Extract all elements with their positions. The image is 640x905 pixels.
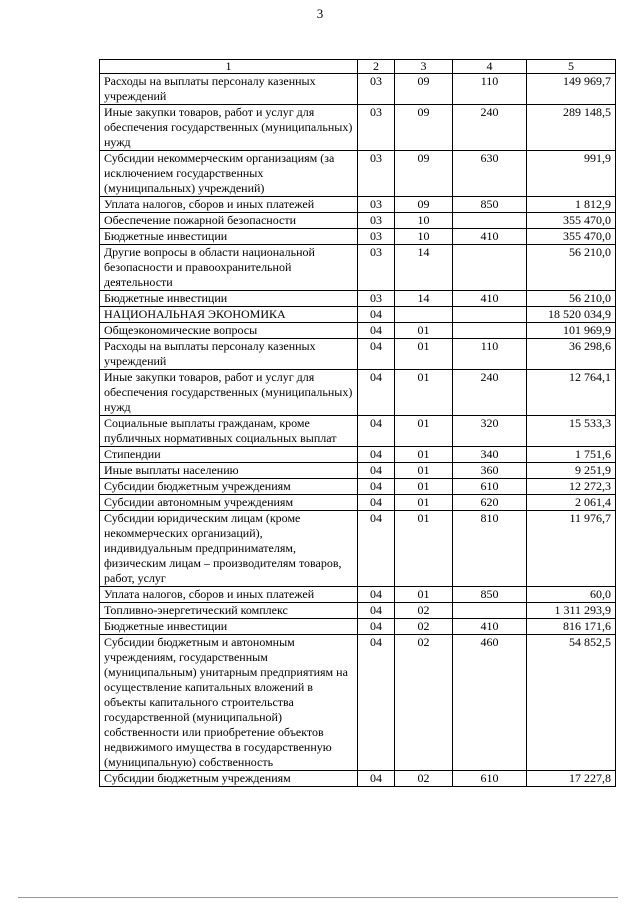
row-section: 04 (358, 463, 395, 479)
column-header-4: 4 (453, 60, 527, 74)
column-header-5: 5 (527, 60, 616, 74)
table-row (100, 479, 616, 495)
row-subsection: 02 (395, 619, 453, 635)
row-subsection: 09 (395, 151, 453, 197)
row-name: Субсидии юридическим лицам (кроме некоммерческих организаций), индивидуальным предпринимателям, физическим лицам – производителям товаров, работ, услуг (100, 511, 358, 587)
table-row (100, 197, 616, 213)
row-amount: 991,9 (527, 151, 616, 197)
row-amount: 12 764,1 (527, 370, 616, 416)
row-name: Субсидии бюджетным и автономным учреждениям, государственным (муниципальным) унитарным предприятиям на осуществление капитальных вложений в объекты капитального строительства государственной (муниципальной) собственности или приобретение объектов недвижимого имущества в государственную (муниципальную) собственность (100, 635, 358, 771)
row-subsection: 10 (395, 229, 453, 245)
table-row (100, 105, 616, 151)
row-section: 03 (358, 105, 395, 151)
table-row (100, 339, 616, 370)
row-amount: 15 533,3 (527, 416, 616, 447)
row-amount: 1 311 293,9 (527, 603, 616, 619)
row-section: 03 (358, 151, 395, 197)
table-row (100, 771, 616, 787)
row-section: 04 (358, 587, 395, 603)
row-section: 04 (358, 635, 395, 771)
row-section: 04 (358, 771, 395, 787)
row-name: Обеспечение пожарной безопасности (100, 213, 358, 229)
row-amount: 2 061,4 (527, 495, 616, 511)
row-section: 04 (358, 416, 395, 447)
table-row (100, 619, 616, 635)
row-section: 04 (358, 511, 395, 587)
row-amount: 101 969,9 (527, 323, 616, 339)
row-expense-type: 240 (453, 105, 527, 151)
row-expense-type: 410 (453, 229, 527, 245)
row-subsection: 01 (395, 587, 453, 603)
table-row (100, 323, 616, 339)
table-row (100, 370, 616, 416)
column-header-2: 2 (358, 60, 395, 74)
row-subsection: 09 (395, 197, 453, 213)
row-section: 03 (358, 291, 395, 307)
row-amount: 1 812,9 (527, 197, 616, 213)
column-header-1: 1 (100, 60, 358, 74)
row-name: Субсидии автономным учреждениям (100, 495, 358, 511)
table-header (100, 60, 616, 74)
row-name: Субсидии бюджетным учреждениям (100, 479, 358, 495)
table-body (100, 74, 616, 787)
row-name: Другие вопросы в области национальной безопасности и правоохранительной деятельности (100, 245, 358, 291)
row-expense-type: 110 (453, 339, 527, 370)
row-expense-type: 850 (453, 587, 527, 603)
row-expense-type: 360 (453, 463, 527, 479)
row-name: Уплата налогов, сборов и иных платежей (100, 587, 358, 603)
table-row (100, 511, 616, 587)
row-subsection: 01 (395, 511, 453, 587)
row-name: Субсидии бюджетным учреждениям (100, 771, 358, 787)
row-name: Иные закупки товаров, работ и услуг для обеспечения государственных (муниципальных) нужд (100, 105, 358, 151)
row-subsection: 01 (395, 323, 453, 339)
row-subsection: 01 (395, 339, 453, 370)
row-amount: 56 210,0 (527, 291, 616, 307)
row-expense-type: 410 (453, 291, 527, 307)
table-row (100, 74, 616, 105)
table-row (100, 229, 616, 245)
row-amount: 816 171,6 (527, 619, 616, 635)
row-subsection: 10 (395, 213, 453, 229)
row-amount: 11 976,7 (527, 511, 616, 587)
row-name: Расходы на выплаты персоналу казенных учреждений (100, 74, 358, 105)
row-subsection: 14 (395, 291, 453, 307)
row-name: Бюджетные инвестиции (100, 229, 358, 245)
row-section: 04 (358, 370, 395, 416)
row-amount: 54 852,5 (527, 635, 616, 771)
row-expense-type: 340 (453, 447, 527, 463)
header-row (100, 60, 616, 74)
table-row (100, 635, 616, 771)
row-name: Субсидии некоммерческим организациям (за исключением государственных (муниципальных) учреждений) (100, 151, 358, 197)
row-expense-type (453, 245, 527, 291)
row-amount: 149 969,7 (527, 74, 616, 105)
row-section: 03 (358, 229, 395, 245)
row-name: Общеэкономические вопросы (100, 323, 358, 339)
table-row (100, 213, 616, 229)
row-section: 04 (358, 323, 395, 339)
row-expense-type: 610 (453, 479, 527, 495)
table-row (100, 603, 616, 619)
row-name: Топливно-энергетический комплекс (100, 603, 358, 619)
row-amount: 36 298,6 (527, 339, 616, 370)
row-name: Бюджетные инвестиции (100, 291, 358, 307)
scan-edge-line (18, 897, 618, 898)
table-row (100, 245, 616, 291)
page-number: 3 (316, 6, 324, 21)
row-expense-type: 620 (453, 495, 527, 511)
row-name: Стипендии (100, 447, 358, 463)
row-amount: 17 227,8 (527, 771, 616, 787)
column-header-3: 3 (395, 60, 453, 74)
row-section: 04 (358, 339, 395, 370)
row-subsection: 01 (395, 370, 453, 416)
row-section: 03 (358, 245, 395, 291)
row-name: НАЦИОНАЛЬНАЯ ЭКОНОМИКА (100, 307, 358, 323)
row-name: Уплата налогов, сборов и иных платежей (100, 197, 358, 213)
row-amount: 289 148,5 (527, 105, 616, 151)
row-expense-type: 110 (453, 74, 527, 105)
row-amount: 9 251,9 (527, 463, 616, 479)
table-row (100, 463, 616, 479)
row-expense-type (453, 323, 527, 339)
row-section: 03 (358, 197, 395, 213)
row-expense-type: 410 (453, 619, 527, 635)
row-expense-type: 240 (453, 370, 527, 416)
row-amount: 18 520 034,9 (527, 307, 616, 323)
table-row (100, 291, 616, 307)
row-amount: 12 272,3 (527, 479, 616, 495)
row-section: 04 (358, 479, 395, 495)
row-name: Иные закупки товаров, работ и услуг для обеспечения государственных (муниципальных) нужд (100, 370, 358, 416)
table-row (100, 587, 616, 603)
table-row (100, 495, 616, 511)
row-expense-type (453, 213, 527, 229)
row-section: 04 (358, 495, 395, 511)
row-section: 04 (358, 307, 395, 323)
row-section: 04 (358, 603, 395, 619)
table-row (100, 416, 616, 447)
row-subsection (395, 307, 453, 323)
row-subsection: 01 (395, 495, 453, 511)
row-subsection: 02 (395, 603, 453, 619)
row-amount: 60,0 (527, 587, 616, 603)
row-expense-type: 460 (453, 635, 527, 771)
row-amount: 355 470,0 (527, 213, 616, 229)
row-name: Расходы на выплаты персоналу казенных учреждений (100, 339, 358, 370)
row-subsection: 02 (395, 635, 453, 771)
row-subsection: 01 (395, 479, 453, 495)
row-expense-type (453, 307, 527, 323)
row-subsection: 09 (395, 74, 453, 105)
row-subsection: 02 (395, 771, 453, 787)
row-expense-type: 610 (453, 771, 527, 787)
table-row (100, 307, 616, 323)
row-amount: 355 470,0 (527, 229, 616, 245)
row-name: Социальные выплаты гражданам, кроме публичных нормативных социальных выплат (100, 416, 358, 447)
row-section: 03 (358, 74, 395, 105)
row-section: 04 (358, 619, 395, 635)
row-expense-type: 320 (453, 416, 527, 447)
row-subsection: 01 (395, 416, 453, 447)
row-subsection: 14 (395, 245, 453, 291)
row-amount: 1 751,6 (527, 447, 616, 463)
row-subsection: 09 (395, 105, 453, 151)
row-section: 04 (358, 447, 395, 463)
table-row (100, 447, 616, 463)
row-name: Иные выплаты населению (100, 463, 358, 479)
row-amount: 56 210,0 (527, 245, 616, 291)
table-row (100, 151, 616, 197)
row-subsection: 01 (395, 447, 453, 463)
row-expense-type: 630 (453, 151, 527, 197)
row-subsection: 01 (395, 463, 453, 479)
row-name: Бюджетные инвестиции (100, 619, 358, 635)
budget-table (99, 59, 616, 787)
row-section: 03 (358, 213, 395, 229)
row-expense-type: 850 (453, 197, 527, 213)
row-expense-type: 810 (453, 511, 527, 587)
row-expense-type (453, 603, 527, 619)
